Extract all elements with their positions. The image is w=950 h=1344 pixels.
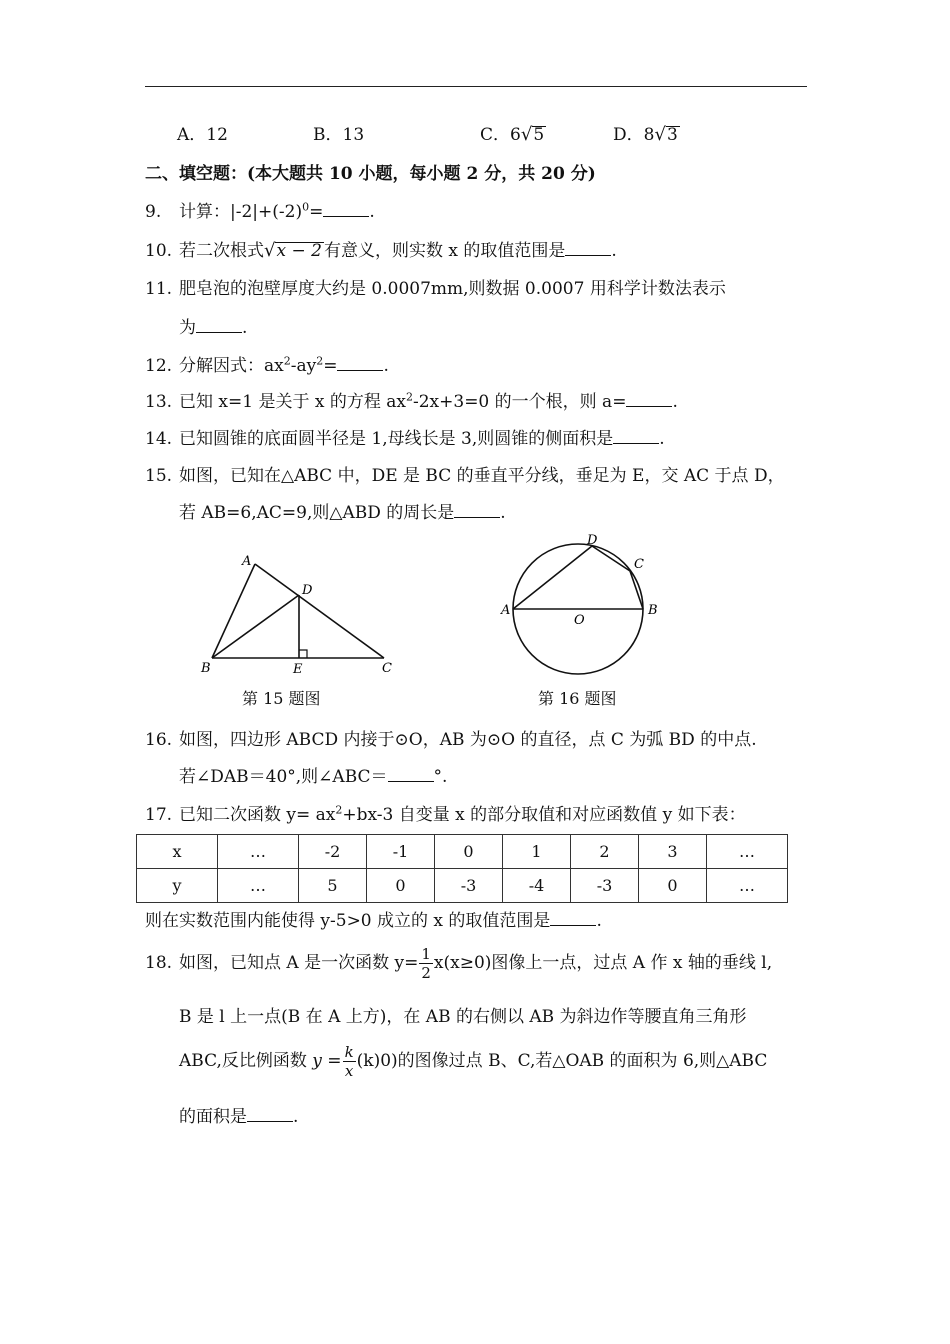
question-18-line2: B 是 l 上一点(B 在 A 上方)，在 AB 的右侧以 AB 为斜边作等腰直角三角形 xyxy=(179,1007,747,1027)
question-15: 15. 如图，已知在△ABC 中，DE 是 BC 的垂直平分线，垂足为 E，交 AC 于点 D， xyxy=(145,466,785,486)
table-cell: … xyxy=(218,835,299,869)
answer-blank[interactable] xyxy=(337,356,383,371)
choice-d[interactable]: D．8√3 xyxy=(613,124,678,145)
table-cell: 0 xyxy=(435,835,503,869)
segment-ad xyxy=(513,546,592,609)
segment-dc xyxy=(592,546,630,571)
figure-15-caption: 第 15 题图 xyxy=(242,689,321,708)
answer-blank[interactable] xyxy=(550,911,596,926)
question-15-cont: 若 AB=6,AC=9,则△ABD 的周长是 . xyxy=(179,503,506,523)
answer-blank[interactable] xyxy=(196,318,242,333)
label-c: C xyxy=(382,661,392,676)
question-11: 11. 肥皂泡的泡壁厚度大约是 0.0007mm,则数据 0.0007 用科学计数法表示 xyxy=(145,279,726,299)
label-b: B xyxy=(648,603,658,618)
question-17-cont: 则在实数范围内能使得 y-5>0 成立的 x 的取值范围是 . xyxy=(145,911,602,931)
segment-cb xyxy=(630,571,643,609)
table-cell: … xyxy=(218,869,299,903)
table-cell: … xyxy=(707,835,788,869)
table-cell: x xyxy=(137,835,218,869)
table-row-x xyxy=(137,835,788,869)
answer-blank[interactable] xyxy=(388,767,434,782)
table-cell: 0 xyxy=(639,869,707,903)
choice-a[interactable]: A．12 xyxy=(177,125,228,145)
label-a: A xyxy=(501,603,511,618)
question-9: 9. 计算：$|-2|+(-2)^0=$ . xyxy=(145,200,375,222)
label-c: C xyxy=(634,557,644,572)
value-table xyxy=(136,834,788,903)
radical: 3 xyxy=(666,125,678,145)
label-a: A xyxy=(242,554,252,569)
figure-15 xyxy=(196,548,406,676)
table-cell: 2 xyxy=(571,835,639,869)
radical: x − 2 xyxy=(276,241,322,261)
section-header: 二、填空题：(本大题共 10 小题，每小题 2 分，共 20 分) xyxy=(145,164,596,184)
table-cell: … xyxy=(707,869,788,903)
label-e: E xyxy=(293,662,303,676)
question-11-cont: 为 . xyxy=(179,318,248,338)
question-16-cont: 若∠DAB＝40°,则∠ABC＝ °. xyxy=(179,767,448,787)
choice-c[interactable]: C．6√5 xyxy=(480,124,545,145)
question-13: 13. 已知 x=1 是关于 x 的方程 $ax^2-2x+3=0$ 的一个根，则 a= . xyxy=(145,390,678,412)
table-cell: y xyxy=(137,869,218,903)
table-cell: -3 xyxy=(571,869,639,903)
choice-b[interactable]: B．13 xyxy=(313,125,365,145)
figure-16-caption: 第 16 题图 xyxy=(538,689,617,708)
table-cell: 3 xyxy=(639,835,707,869)
label-d: D xyxy=(302,583,313,598)
answer-blank[interactable] xyxy=(565,241,611,256)
table-cell: -1 xyxy=(367,835,435,869)
segment-ac xyxy=(255,564,384,658)
table-cell: -3 xyxy=(435,869,503,903)
answer-blank[interactable] xyxy=(626,392,672,407)
question-17: 17. 已知二次函数 $y= ax^2+bx-3$ 自变量 x 的部分取值和对应函数值 y 如下表： xyxy=(145,803,746,825)
question-18: 18. 如图，已知点 A 是一次函数 y= $\frac{1}{2}$ x(x≥0)图像上一点，过点 A 作 x 轴的垂线 l, xyxy=(145,945,773,982)
answer-blank[interactable] xyxy=(613,429,659,444)
table-cell: -2 xyxy=(299,835,367,869)
question-14: 14. 已知圆锥的底面圆半径是 1,母线长是 3,则圆锥的侧面积是 . xyxy=(145,429,665,449)
question-12: 12. 分解因式：$ax^2-ay^2=$ . xyxy=(145,354,389,376)
fraction: $\frac{1}{2}$ xyxy=(421,945,431,982)
answer-blank[interactable] xyxy=(247,1107,293,1122)
top-rule xyxy=(145,86,807,87)
label-d: D xyxy=(587,533,598,548)
segment-ab xyxy=(212,564,255,658)
question-18-line4: 的面积是 . xyxy=(179,1107,299,1127)
table-cell: 0 xyxy=(367,869,435,903)
segment-bd xyxy=(212,595,299,658)
table-cell: 5 xyxy=(299,869,367,903)
figure-16 xyxy=(498,530,668,680)
label-o: O xyxy=(574,613,585,628)
answer-blank[interactable] xyxy=(454,503,500,518)
table-cell: -4 xyxy=(503,869,571,903)
fraction: $\frac{k}{x}$ xyxy=(344,1043,354,1080)
radical: 5 xyxy=(533,125,545,145)
label-b: B xyxy=(201,661,211,676)
right-angle-mark xyxy=(299,650,307,658)
question-10: 10. 若二次根式√x − 2 有意义，则实数 x 的取值范围是 . xyxy=(145,240,617,261)
answer-blank[interactable] xyxy=(323,202,369,217)
table-row-y xyxy=(137,869,788,903)
question-16: 16. 如图，四边形 ABCD 内接于⊙O，AB 为⊙O 的直径，点 C 为弧 BD 的中点. xyxy=(145,730,757,750)
question-18-line3: ABC,反比例函数 y = $\frac{k}{x}$ (k)0)的图像过点 B、C,若△OAB 的面积为 6,则△ABC xyxy=(179,1043,768,1080)
table-cell: 1 xyxy=(503,835,571,869)
